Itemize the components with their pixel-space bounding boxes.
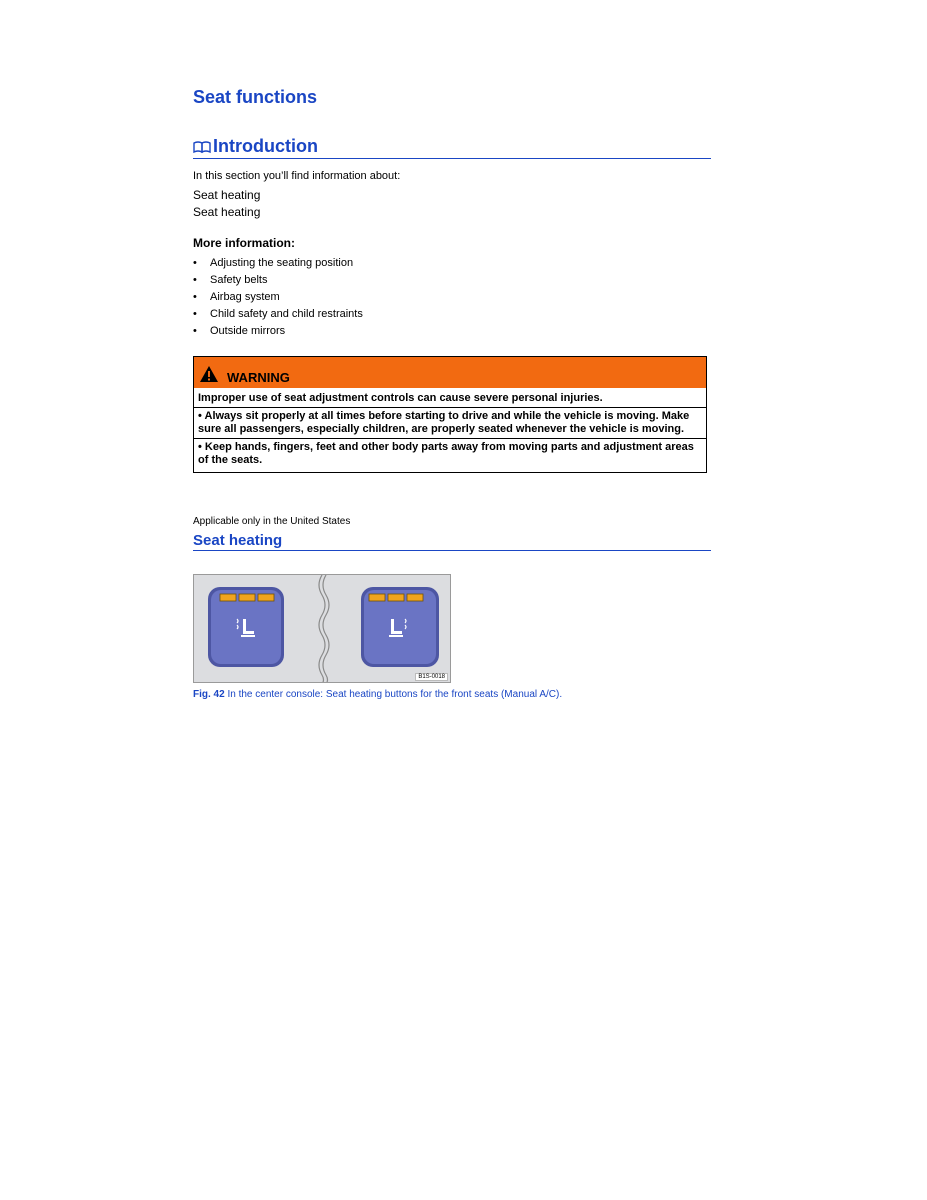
section-title: Seat functions <box>193 87 318 107</box>
figure-caption <box>193 689 562 700</box>
warning-box <box>193 356 707 473</box>
intro-lead: In this section you’ll find information about: <box>193 170 401 182</box>
figure-code: B1S-0018 <box>415 673 448 681</box>
more-info-list <box>193 256 363 341</box>
figure-caption-text: In the center console: Seat heating buttons for the front seats (Manual A/C). <box>224 689 563 700</box>
list-item[interactable]: • Child safety and child restraints <box>193 308 363 320</box>
list-item[interactable]: • Outside mirrors <box>193 325 286 337</box>
list-item[interactable]: • Safety belts <box>193 274 268 286</box>
book-icon <box>193 140 212 154</box>
figure-label: Fig. 42 <box>193 689 225 700</box>
left-seat-heating-button[interactable] <box>208 587 284 667</box>
introduction-heading-text: Introduction <box>213 136 318 156</box>
list-item[interactable]: • Adjusting the seating position <box>193 257 354 269</box>
right-seat-heating-button[interactable] <box>361 587 439 667</box>
warning-line: Improper use of seat adjustment controls can cause severe personal injuries. <box>198 392 603 404</box>
link-seat-heating-2[interactable]: Seat heating <box>193 205 261 219</box>
list-item[interactable]: • Airbag system <box>193 291 280 303</box>
applicability-note: Applicable only in the United States <box>193 516 351 527</box>
link-seat-heating-1[interactable]: Seat heating <box>193 188 261 202</box>
figure-illustration <box>194 575 451 683</box>
warning-line: • Always sit properly at all times before starting to drive and while the vehicle is moving. Make sure all passengers, especially children, are properly seated whenever the vehicle is moving. <box>194 407 706 438</box>
figure-seat-heating-buttons <box>193 574 451 683</box>
warning-header <box>194 357 706 388</box>
warning-triangle-icon <box>199 365 219 383</box>
warning-line: • Keep hands, fingers, feet and other body parts away from moving parts and adjustment areas of the seats. <box>194 438 706 469</box>
introduction-heading <box>193 136 711 159</box>
warning-body <box>194 388 706 472</box>
seat-heating-heading: Seat heating <box>193 532 711 551</box>
more-info-label: More information: <box>193 236 295 250</box>
warning-title: WARNING <box>227 370 290 385</box>
